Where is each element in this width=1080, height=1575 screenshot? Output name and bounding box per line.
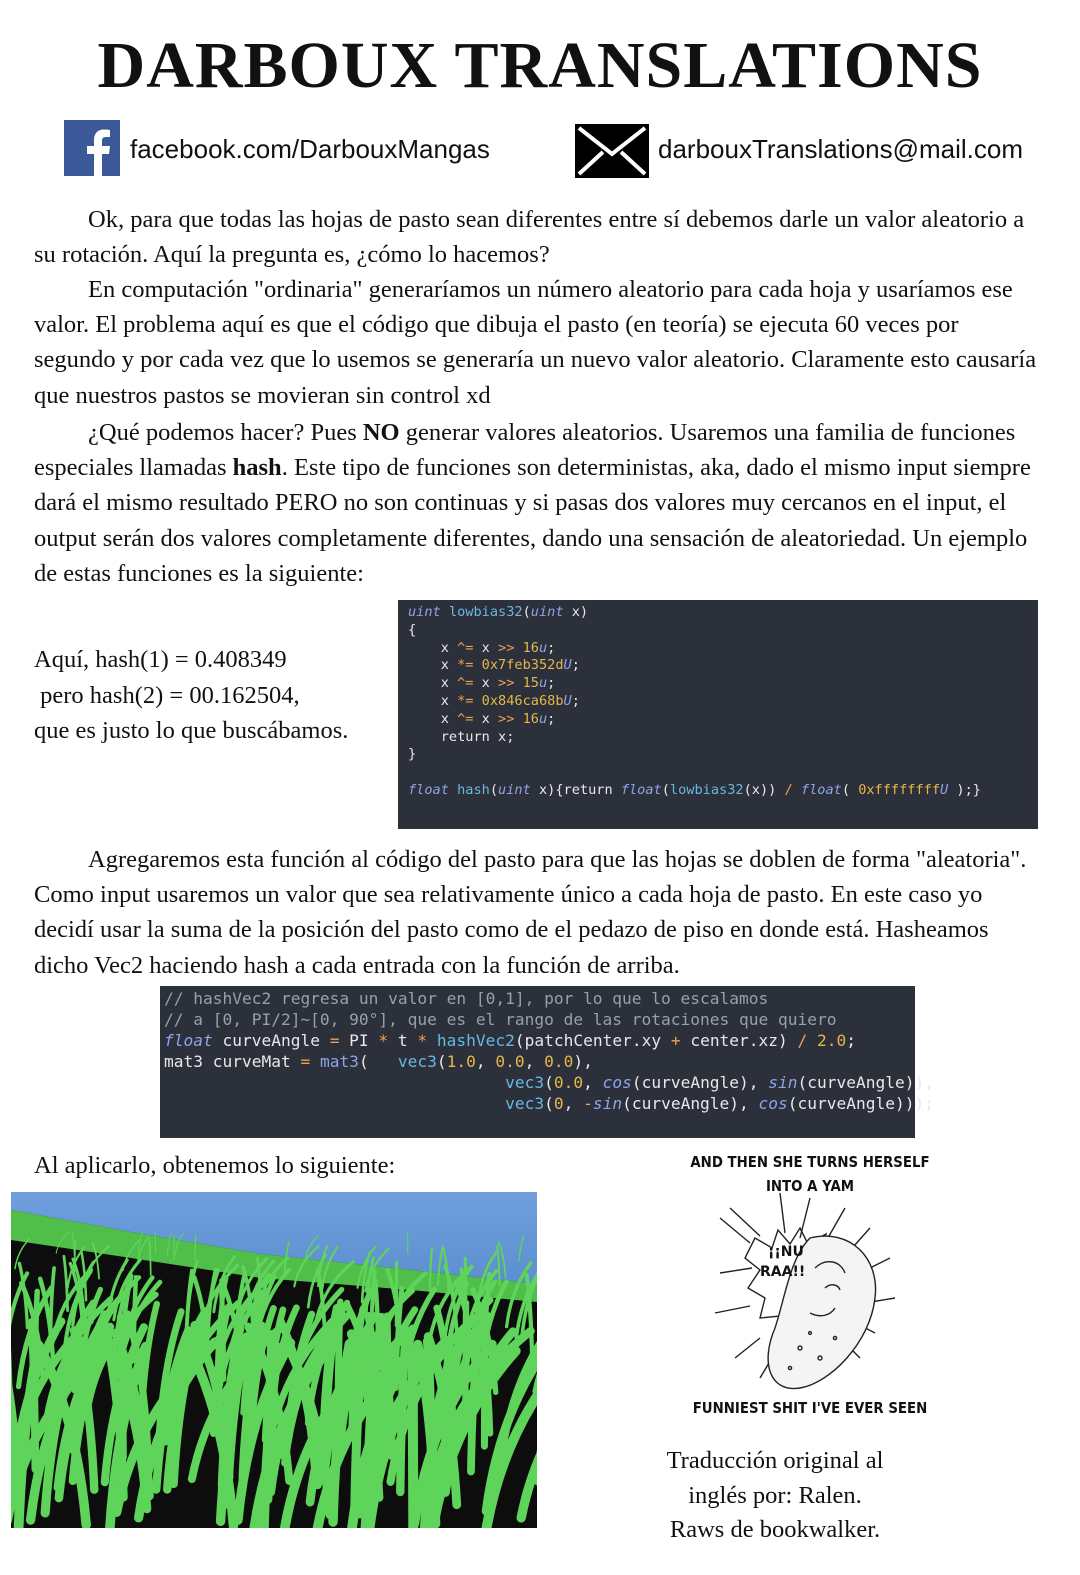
code-token: (	[841, 781, 859, 798]
code-token: -	[583, 1094, 593, 1113]
code-token: PI	[339, 1031, 379, 1050]
code-token: float	[408, 781, 449, 798]
code-token: 0	[553, 1094, 564, 1113]
grass-blade	[32, 1322, 36, 1469]
code-token: vec3	[397, 1052, 437, 1071]
code-token: U	[563, 657, 572, 674]
code-token: (curveAngle)));	[787, 1094, 934, 1113]
code-token: *	[417, 1031, 428, 1050]
code-token: (curveAngle)),	[797, 1073, 934, 1092]
code-token: float	[800, 781, 842, 798]
code-token: 0xffffffff	[858, 781, 941, 798]
code-token: u	[538, 675, 548, 692]
code-token: (	[436, 1052, 447, 1071]
code-token	[164, 1073, 505, 1092]
bold-no: NO	[362, 419, 400, 446]
code-token: t	[388, 1031, 418, 1050]
translation-credits	[630, 1444, 920, 1548]
code-token: 15	[514, 675, 539, 692]
code-token: x)	[563, 604, 589, 620]
code-token: (	[358, 1052, 398, 1071]
code-token: 0.0	[495, 1052, 525, 1071]
code-token: (	[522, 604, 531, 620]
code-token: x	[473, 639, 499, 656]
code-token: );}	[948, 781, 981, 798]
paragraph-hash-functions	[34, 415, 1044, 591]
paragraph-hash-part-c: generar valores aleatorios. Usaremos una familia de funciones especiales llamadas	[34, 419, 1016, 482]
code-token: /	[797, 1031, 808, 1050]
code-token: lowbias32	[669, 781, 744, 798]
code-token	[164, 1094, 505, 1113]
code-token: hashVec2	[427, 1031, 515, 1050]
code-token: sin	[592, 1094, 623, 1113]
code-token: x){return	[530, 781, 621, 798]
paragraph-hash-part-e: . Este tipo de funciones son deterministas, aka, dado el mismo input siempre dará el mismo resultado PERO no son continuas y si pasas dos valores muy cercanos en el input, el output serán dos valores completamente diferentes, dando una sensación de aleatoriedad. Un ejemplo de estas funciones es la siguiente:	[34, 454, 1031, 587]
code-line	[164, 1030, 915, 1051]
paragraph-apply-hash-text: Agregaremos esta función al código del pasto para que las hojas se doblen de forma "aleatoria". Como input usaremos un valor que sea relativamente único a cada hoja de pasto. En este caso yo decidí usar la suma de la posición del pasto como de el pedazo de piso en donde está. Hasheamos dicho Vec2 haciendo hash a cada entrada con la función de arriba.	[34, 846, 1027, 979]
code-line	[408, 640, 1038, 658]
code-token: center.xz)	[680, 1031, 798, 1050]
code-token: 16	[514, 710, 539, 727]
bold-hash: hash	[232, 454, 282, 482]
code-line	[408, 711, 1038, 729]
code-line	[408, 693, 1038, 711]
facebook-icon[interactable]	[64, 120, 120, 176]
code-token: vec3	[505, 1094, 545, 1113]
code-token: cos	[758, 1094, 788, 1113]
apply-caption: Al aplicarlo, obtenemos lo siguiente:	[34, 1152, 396, 1179]
code-token: ;	[547, 710, 556, 727]
code-token: sin	[768, 1073, 798, 1092]
code-token: 2.0	[807, 1031, 847, 1050]
code-token: ,	[563, 1094, 584, 1113]
page-title: DARBOUX TRANSLATIONS	[97, 29, 983, 102]
mail-icon[interactable]	[573, 122, 653, 180]
code-token: mat3	[310, 1052, 359, 1071]
code-token: U	[940, 781, 949, 798]
code-token: lowbias32	[448, 604, 523, 620]
code-token: x	[473, 675, 499, 692]
code-token: ;	[547, 639, 556, 656]
code-comment: // a [0, PI/2]~[0, 90°], que es el rango de las rotaciones que quiero	[164, 1010, 837, 1029]
meme-caption-top	[681, 1150, 939, 1198]
paragraph-intro-text: Ok, para que todas las hojas de pasto sean diferentes entre sí debemos darle un valor aleatorio a su rotación. Aquí la pregunta es, ¿cómo lo hacemos?	[34, 206, 1025, 269]
credits-line-3: Raws de bookwalker.	[669, 1516, 881, 1543]
code-token: =	[329, 1031, 340, 1050]
code-token: ,	[583, 1073, 603, 1092]
code-token	[793, 782, 801, 798]
code-line	[408, 675, 1038, 693]
code-token: *=	[457, 657, 474, 674]
code-token: >>	[498, 639, 515, 656]
code-token: >>	[498, 675, 515, 692]
code-token: +	[670, 1031, 681, 1050]
grass-blade	[121, 1317, 124, 1457]
meme-caption-bottom: FUNNIEST SHIT I'VE EVER SEEN	[692, 1399, 928, 1417]
code-token: x	[473, 710, 499, 727]
code-token: (curveAngle),	[631, 1073, 769, 1092]
code-token: x	[408, 675, 458, 692]
code-line	[164, 1072, 934, 1093]
code-token: u	[538, 710, 548, 727]
grass-blade	[75, 1240, 76, 1272]
paragraph-hash-part-a: ¿Qué podemos hacer? Pues	[88, 419, 363, 446]
code-line	[408, 604, 1038, 622]
code-token: U	[563, 692, 572, 709]
code-block-lowbias32	[398, 600, 1038, 829]
code-token: *	[378, 1031, 389, 1050]
code-token: >>	[498, 710, 515, 727]
code-token: x	[408, 639, 458, 656]
grass-blade	[465, 1258, 466, 1315]
code-line: {	[408, 621, 417, 638]
code-token: 0.0	[544, 1052, 574, 1071]
grass-render-image	[11, 1192, 537, 1528]
credits-line-1: Traducción original al	[666, 1447, 884, 1474]
code-token: ;	[846, 1031, 857, 1050]
code-token: float	[164, 1031, 213, 1050]
code-token: ^=	[457, 675, 474, 692]
code-token: u	[538, 639, 548, 656]
meme-bubble-line-2: RAA!!	[760, 1264, 806, 1280]
code-token: uint	[498, 781, 531, 798]
code-token: 1.0	[446, 1052, 476, 1071]
credits-line-2: inglés por: Ralen.	[688, 1481, 862, 1509]
code-token: hash	[448, 781, 490, 798]
code-token: ,	[524, 1052, 545, 1071]
code-token: (curveAngle),	[622, 1094, 759, 1113]
grass-blade	[413, 1352, 414, 1528]
hash-note-line-1: Aquí, hash(1) = 0.408349	[34, 646, 287, 673]
code-token: ^=	[457, 710, 474, 727]
code-token: float	[620, 781, 662, 798]
code-token: (	[544, 1094, 554, 1113]
code-block-curve-matrix	[160, 986, 934, 1138]
code-token: curveAngle	[212, 1031, 330, 1050]
code-line	[408, 782, 1038, 800]
code-token: cos	[602, 1073, 632, 1092]
code-token: x	[408, 692, 458, 709]
paragraph-ordinary-computing	[34, 272, 1044, 413]
email-link[interactable]: darbouxTranslations@mail.com	[658, 134, 1024, 164]
code-line	[164, 1093, 934, 1114]
code-token: (patchCenter.xy	[514, 1031, 671, 1050]
code-token: mat3 curveMat	[164, 1052, 301, 1071]
code-comment: // hashVec2 regresa un valor en [0,1], por lo que lo escalamos	[164, 989, 769, 1008]
code-token: 16	[514, 639, 539, 656]
code-token: uint	[530, 604, 564, 620]
code-line	[164, 1051, 915, 1072]
code-token: x	[408, 657, 458, 674]
code-token: ^=	[457, 639, 474, 656]
hash-note-line-3: que es justo lo que buscábamos.	[34, 717, 349, 744]
code-token: 0x846ca68b	[473, 692, 564, 709]
code-line: return x;	[408, 728, 515, 745]
code-token: 0.0	[553, 1073, 584, 1092]
meme-bubble-line-1: ¡¡NU	[768, 1244, 804, 1260]
code-line	[408, 764, 1038, 782]
code-token: =	[300, 1052, 311, 1071]
code-token: uint	[408, 604, 441, 620]
code-token: (	[661, 781, 670, 798]
meme-caption-top-line-2: INTO A YAM	[765, 1177, 855, 1195]
code-line: }	[408, 746, 417, 763]
code-token: x	[408, 710, 458, 727]
code-token: ,	[475, 1052, 496, 1071]
code-token: (	[489, 781, 499, 798]
code-token: (	[544, 1073, 554, 1092]
facebook-link[interactable]: facebook.com/DarbouxMangas	[130, 134, 490, 164]
code-token: ),	[573, 1052, 593, 1071]
code-token: ;	[571, 657, 580, 674]
code-token: 0x7feb352d	[473, 657, 564, 674]
paragraph-intro	[34, 202, 1044, 272]
code-token: ;	[571, 692, 580, 709]
paragraph-ordinary-computing-text: En computación "ordinaria" generaríamos un número aleatorio para cada hoja y usaríamos ese valor. El problema aquí es que el código que dibuja el pasto (en teoría) se ejecuta 60 veces por segundo y por cada vez que lo usemos se generaría un nuevo valor aleatorio. Claramente esto causaría que nuestros pastos se movieran sin control xd	[34, 276, 1037, 409]
code-token: /	[784, 781, 793, 798]
meme-caption-top-line-1: AND THEN SHE TURNS HERSELF	[690, 1153, 930, 1171]
paragraph-apply-hash	[34, 842, 1044, 983]
code-token: vec3	[505, 1073, 545, 1092]
code-token: ;	[547, 675, 556, 692]
hash-example-note	[34, 642, 348, 749]
code-token: (x))	[743, 781, 785, 798]
code-line	[408, 657, 1038, 675]
hash-note-line-2: pero hash(2) = 00.162504,	[34, 681, 300, 709]
code-token: *=	[457, 692, 474, 709]
